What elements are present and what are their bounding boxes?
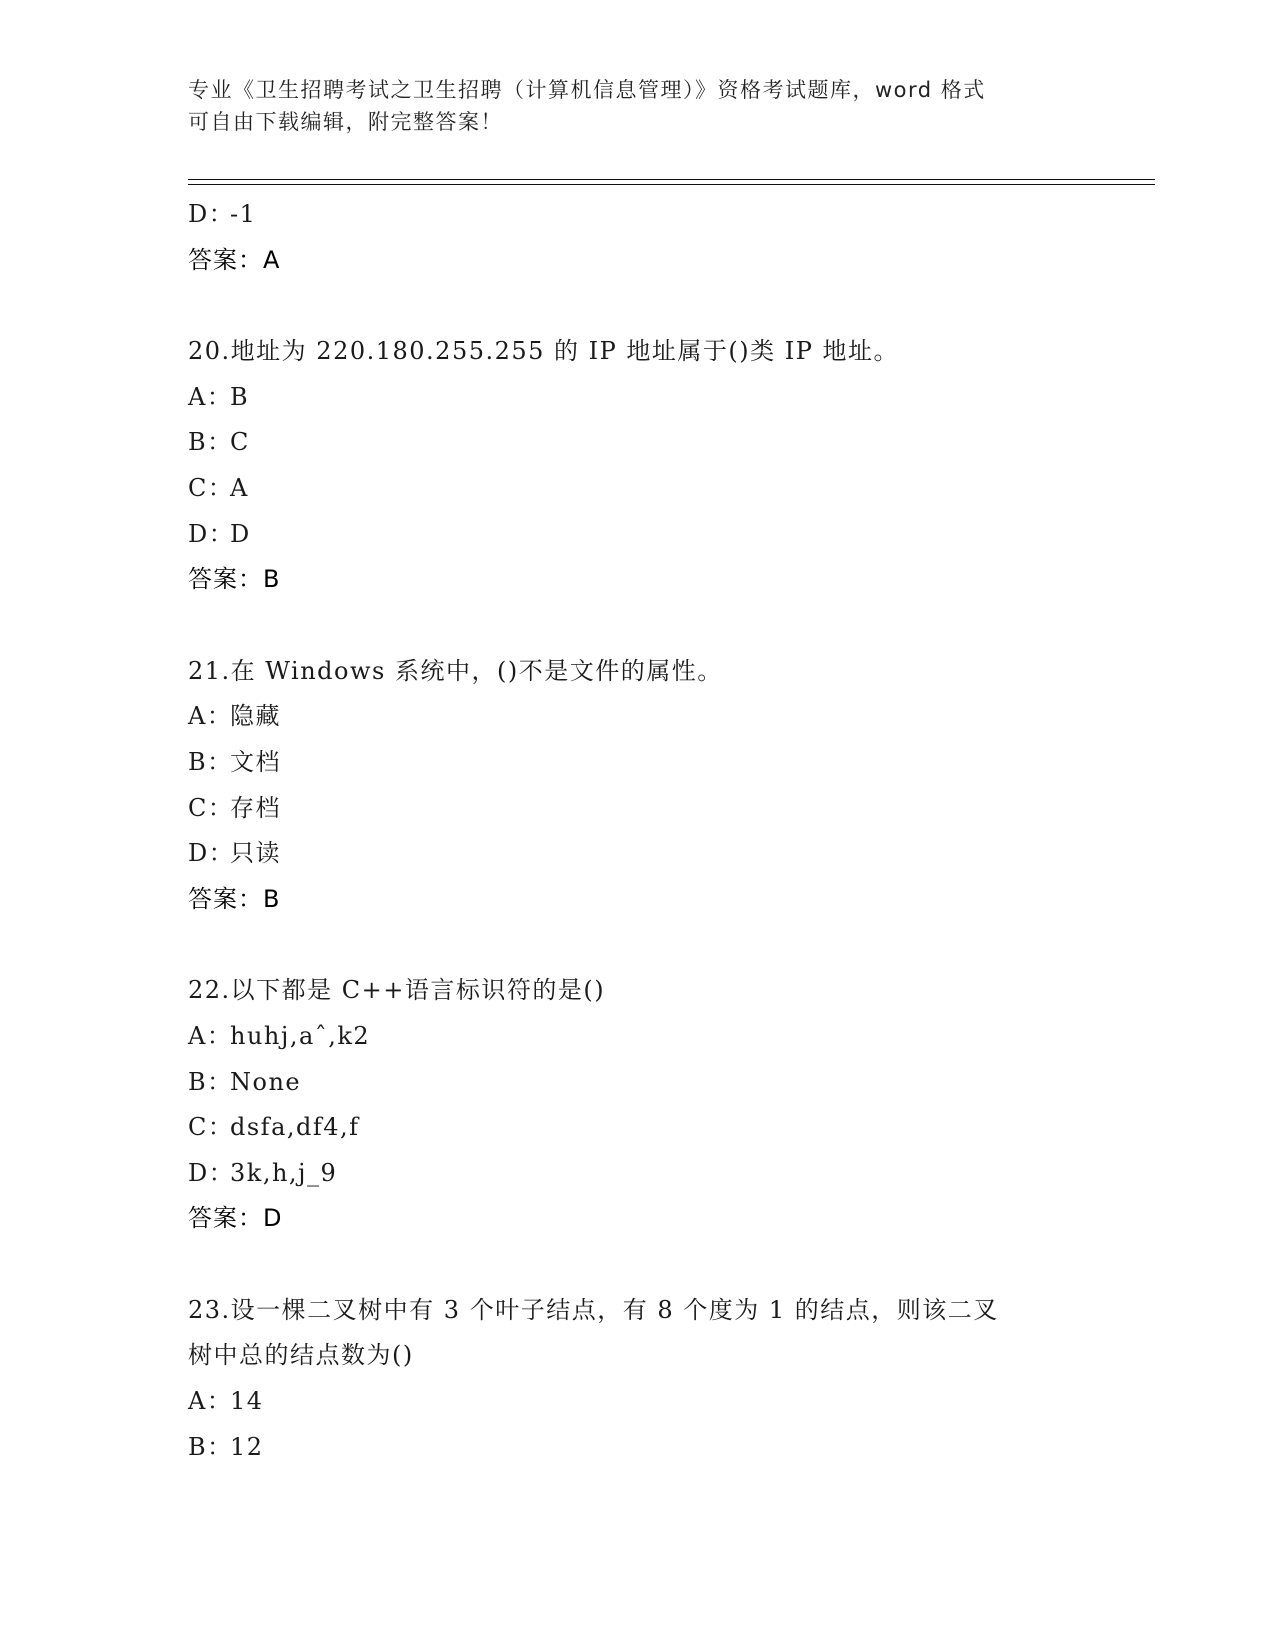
option-key: C： bbox=[188, 473, 234, 502]
question-22-option-d bbox=[188, 1151, 1088, 1197]
question-21-option-a bbox=[188, 694, 1088, 740]
option-text: B bbox=[230, 382, 250, 411]
option-key: A： bbox=[188, 382, 233, 411]
question-23-title-line-1: 23.设一棵二叉树中有 3 个叶子结点，有 8 个度为 1 的结点，则该二叉 bbox=[188, 1295, 999, 1324]
header-divider-top bbox=[188, 179, 1155, 180]
option-text: None bbox=[230, 1067, 302, 1096]
question-20-title: 20.地址为 220.180.255.255 的 IP 地址属于()类 IP 地址。 bbox=[188, 337, 900, 366]
option-key: D： bbox=[188, 839, 235, 868]
option-text: huhj,aˆ,k2 bbox=[230, 1021, 371, 1050]
spacer bbox=[188, 283, 1088, 329]
option-key: A： bbox=[188, 1387, 233, 1416]
question-21-option-b bbox=[188, 740, 1088, 786]
spacer bbox=[188, 922, 1088, 968]
document-header bbox=[188, 74, 1088, 138]
option-key: C： bbox=[188, 793, 234, 822]
option-text: 14 bbox=[230, 1387, 264, 1416]
prev-answer: 答案：A bbox=[188, 245, 281, 274]
option-text: 隐藏 bbox=[230, 702, 281, 731]
option-key: D： bbox=[188, 1158, 235, 1187]
option-text: 存档 bbox=[230, 793, 281, 822]
option-text: A bbox=[230, 473, 249, 502]
question-22-option-c bbox=[188, 1105, 1088, 1151]
option-text: C bbox=[230, 428, 250, 457]
question-21-option-c bbox=[188, 786, 1088, 832]
option-text: dsfa,df4,f bbox=[230, 1113, 360, 1142]
spacer bbox=[188, 1242, 1088, 1288]
option-key: B： bbox=[188, 747, 233, 776]
question-21-title: 21.在 Windows 系统中，()不是文件的属性。 bbox=[188, 656, 723, 685]
question-22-option-a bbox=[188, 1014, 1088, 1060]
option-text: 12 bbox=[230, 1432, 264, 1461]
question-20-option-c bbox=[188, 466, 1088, 512]
question-content bbox=[188, 192, 1088, 1470]
question-20-option-a bbox=[188, 375, 1088, 421]
option-key: A： bbox=[188, 1021, 233, 1050]
header-divider-bottom bbox=[188, 184, 1155, 185]
question-21-answer: 答案：B bbox=[188, 884, 281, 913]
option-text: -1 bbox=[230, 200, 257, 228]
option-text: 3k,h,j_9 bbox=[230, 1158, 338, 1187]
spacer bbox=[188, 603, 1088, 649]
option-text: 文档 bbox=[230, 747, 281, 776]
question-21-option-d bbox=[188, 831, 1088, 877]
header-line-2: 可自由下载编辑，附完整答案！ bbox=[188, 110, 503, 134]
question-22-title: 22.以下都是 C++语言标识符的是() bbox=[188, 976, 606, 1005]
question-20-option-d bbox=[188, 512, 1088, 558]
option-text: 只读 bbox=[230, 839, 281, 868]
question-23-title-line-2: 树中总的结点数为() bbox=[188, 1341, 414, 1370]
prev-option-d bbox=[188, 192, 1088, 238]
question-22-option-b bbox=[188, 1060, 1088, 1106]
option-text: D bbox=[230, 519, 251, 548]
question-22-answer: 答案：D bbox=[188, 1204, 283, 1233]
option-key: B： bbox=[188, 1067, 233, 1096]
question-23-option-a bbox=[188, 1379, 1088, 1425]
option-key: B： bbox=[188, 428, 233, 457]
option-key: A： bbox=[188, 702, 233, 731]
question-20-option-b bbox=[188, 420, 1088, 466]
option-key: D： bbox=[188, 200, 235, 228]
header-line-1: 专业《卫生招聘考试之卫生招聘（计算机信息管理）》资格考试题库，word 格式 bbox=[188, 78, 986, 102]
question-20-answer: 答案：B bbox=[188, 565, 281, 594]
question-23-option-b bbox=[188, 1425, 1088, 1471]
option-key: C： bbox=[188, 1113, 234, 1142]
option-key: B： bbox=[188, 1432, 233, 1461]
option-key: D： bbox=[188, 519, 235, 548]
